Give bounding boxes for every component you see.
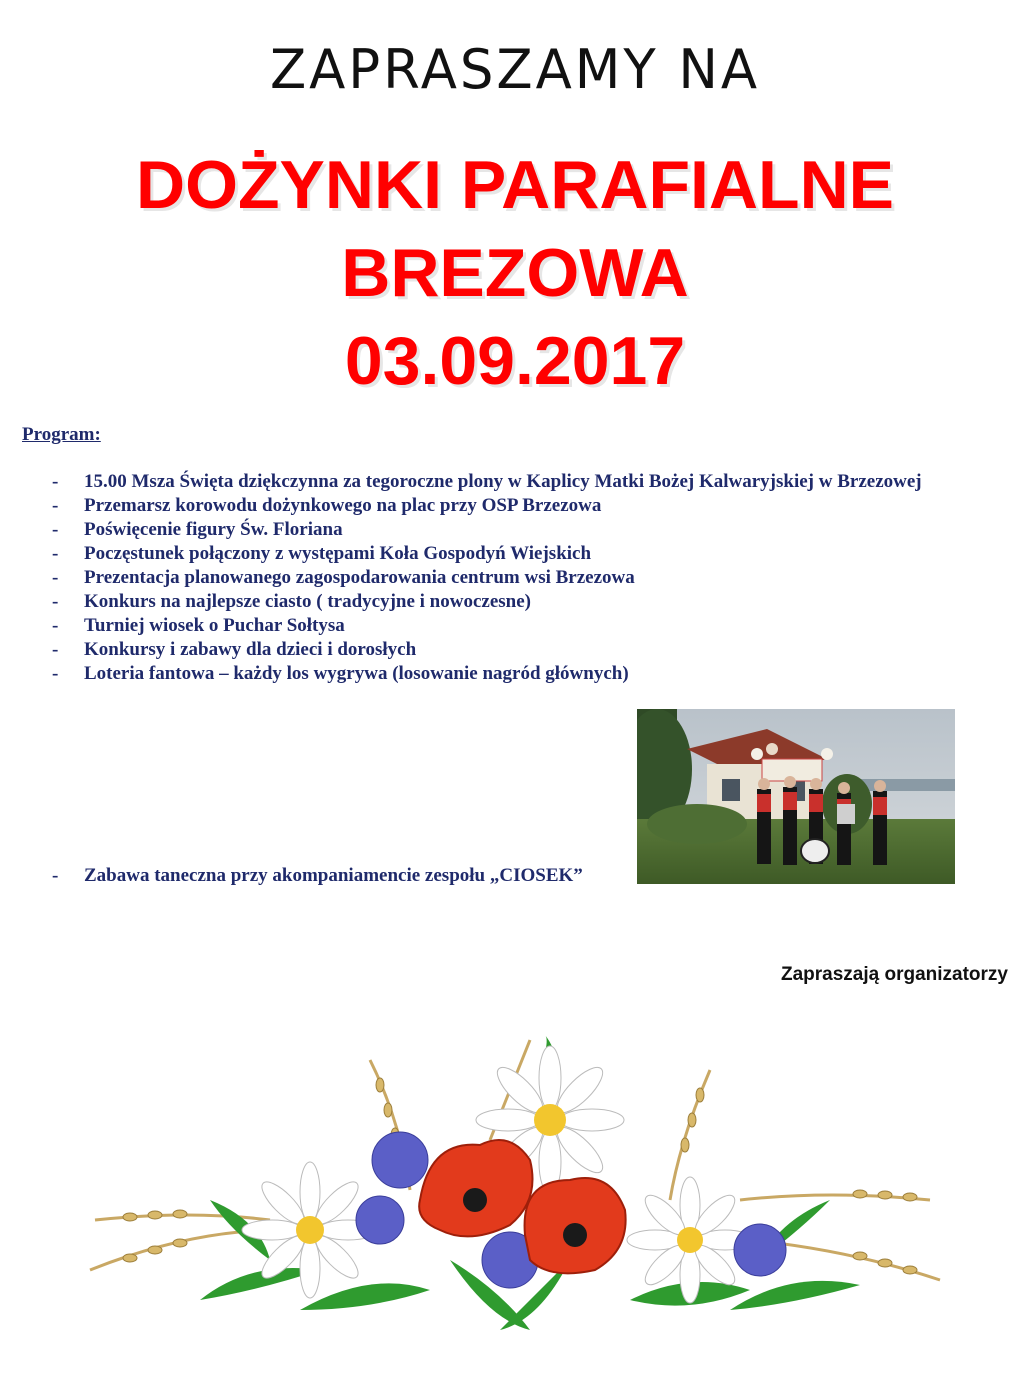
list-item: - Loteria fantowa – każdy los wygrywa (losowanie nagród głównych): [52, 663, 629, 684]
list-item: - Poczęstunek połączony z występami Koła Gospodyń Wiejskich: [52, 543, 592, 564]
band-photo-image: [637, 709, 955, 884]
list-item: - 15.00 Msza Święta dziękczynna za tegoroczne plony w Kaplicy Matki Bożej Kalwaryjskiej w Brzezowej: [52, 471, 922, 492]
event-location: BREZOWA: [341, 235, 689, 311]
band-photo: [637, 709, 955, 884]
event-date: 03.09.2017: [344, 323, 686, 399]
list-item: - Konkursy i zabawy dla dzieci i dorosłych: [52, 639, 417, 660]
list-item: - Poświęcenie figury Św. Floriana: [52, 519, 343, 540]
list-item-dance: - Zabawa taneczna przy akompaniamencie zespołu „CIOSEK”: [52, 865, 583, 886]
list-item: - Prezentacja planowanego zagospodarowania centrum wsi Brzezowa: [52, 567, 635, 588]
list-item: - Konkurs na najlepsze ciasto ( tradycyjne i nowoczesne): [52, 591, 531, 612]
event-title: DOŻYNKI PARAFIALNE: [135, 147, 895, 223]
program-label: Program:: [22, 424, 101, 445]
invite-heading: ZAPRASZAMY NA: [269, 38, 761, 101]
program-list: [52, 470, 932, 686]
list-item: - Turniej wiosek o Puchar Sołtysa: [52, 615, 345, 636]
flower-garland-illustration: [70, 1030, 960, 1340]
organizers-signature: Zapraszają organizatorzy: [780, 964, 1008, 985]
list-item: - Przemarsz korowodu dożynkowego na plac przy OSP Brzezowa: [52, 495, 602, 516]
